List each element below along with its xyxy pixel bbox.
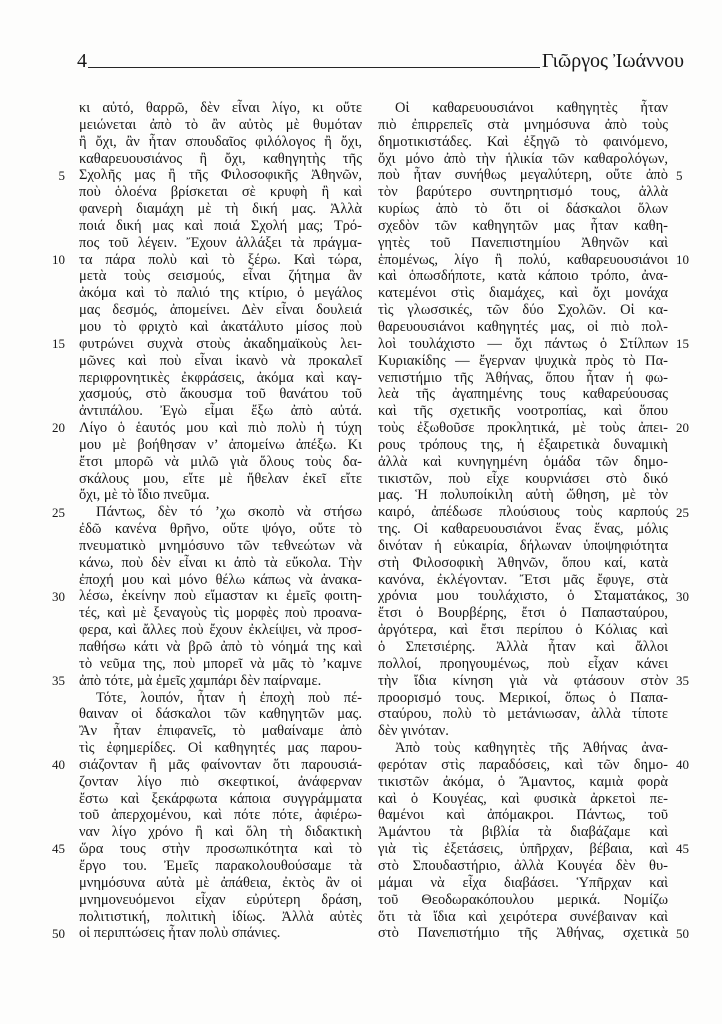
text-line: σιάζονταν ἢ μᾶς φαίνονταν ὅτι παρουσιά- xyxy=(79,756,362,773)
text-line: ἐποχή μου καὶ μόνο θέλω κάπως νὰ ἀνακα- xyxy=(79,571,362,588)
text-line: τὸν βαρύτερο συντηρητισμό τους, ἀλλὰ xyxy=(378,184,668,201)
paragraph xyxy=(378,100,668,740)
text-line: τικιστῶν ἀκόμα, ὁ Ἄμαντος, καμιὰ φορὰ xyxy=(378,773,668,790)
paragraph xyxy=(79,504,362,689)
text-line: πιὸ ἐπιρρεπεῖς στὰ μνημόσυνα ἀπὸ τοὺς xyxy=(378,116,668,133)
text-line: πολλοί, προηγουμένως, ποὺ εἶχαν κάνει xyxy=(378,655,668,672)
line-number: 40 xyxy=(676,757,689,773)
text-line: ὥρα τους στὴν προσωπικότητα καὶ τὸ xyxy=(79,841,362,858)
text-line: φανερὴ διαμάχη μὲ τὴ δική μας. Ἀλλὰ xyxy=(79,201,362,218)
text-line: Λίγο ὁ ἑαυτός μου καὶ πιὸ πολὺ ἡ τύχη xyxy=(79,420,362,437)
text-line: Πάντως, δὲν τό ’χω σκοπὸ νὰ στήσω xyxy=(96,504,362,521)
text-line: μνημονευόμενοι εἶχαν εὐρύτερη δράση, xyxy=(79,891,362,908)
text-line: ἀκόμα καὶ τὸ παλιό της κτίριο, ὁ μεγάλος xyxy=(79,285,362,302)
text-line: Οἱ καθαρευουσιάνοι καθηγητὲς ἦταν xyxy=(395,100,668,116)
line-number: 45 xyxy=(52,841,65,857)
text-line: ἑπομένως, λίγο ἢ πολύ, καθαρευουσιάνοι xyxy=(378,251,668,268)
text-line: Ἀμάντου τὰ βιβλία τὰ διαβάζαμε καὶ xyxy=(378,824,668,841)
text-line: δημοτικιστάδες. Καὶ ἐξηγῶ τὸ φαινόμενο, xyxy=(378,133,668,150)
line-number: 25 xyxy=(52,504,65,520)
text-line: ἀπὸ τότε, μὰ ἐμεῖς χαμπάρι δὲν παίρναμε. xyxy=(79,672,322,689)
text-line: λέσω, ἐκείνην ποὺ εἴμασταν κι ἐμεῖς φοιτη- xyxy=(79,588,362,605)
text-line: ζονταν λίγο πιὸ σκεφτικοί, ἀνάφερναν xyxy=(79,773,362,790)
line-number: 50 xyxy=(676,925,689,941)
line-number: 30 xyxy=(676,588,689,604)
text-line: ποὺ ἦταν συνήθως μεγαλύτερη, οὔτε ἀπὸ xyxy=(378,167,668,184)
text-line: κανόνα, ἐκλέγονταν. Ἔτσι μᾶς ἔφυγε, στὰ xyxy=(378,571,668,588)
line-number: 10 xyxy=(52,252,65,268)
text-line: ἔτσι μπορῶ νὰ μιλῶ γιὰ ὅλους τοὺς δα- xyxy=(79,453,362,470)
text-line: τοὺς ἐξωθοῦσε προκλητικά, μὲ τοὺς ἀπει- xyxy=(378,420,668,437)
text-line: τὴν ἴδια κίνηση γιὰ νὰ φτάσουν στὸν xyxy=(378,672,668,689)
right-column xyxy=(378,100,668,942)
text-line: Ἂν ἦταν ἐπιφανεῖς, τὸ μαθαίναμε ἀπὸ xyxy=(79,723,362,740)
text-line: σταύρου, πολὺ τὸ μετάνιωσαν, ἀλλὰ τίποτε xyxy=(378,706,668,723)
text-line: θαιναν οἱ δάσκαλοι τῶν καθηγητῶν μας. xyxy=(79,706,362,723)
page-number: 4 xyxy=(77,50,87,72)
text-line: ναν λίγο χρόνο ἢ καὶ ὅλη τὴ διδακτικὴ xyxy=(79,824,362,841)
line-number: 10 xyxy=(676,252,689,268)
text-line: μου μὲ βοήθησαν ν’ ἀπομείνω ἀπέξω. Κι xyxy=(79,436,362,453)
text-line: στὸ Πανεπιστήμιο τῆς Ἀθήνας, σχετικὰ xyxy=(378,925,668,942)
text-line: Σχολῆς μας ἢ τῆς Φιλοσοφικῆς Ἀθηνῶν, xyxy=(79,167,362,184)
text-line: προορισμό τους. Μερικοί, ὅπως ὁ Παπα- xyxy=(378,689,668,706)
line-number: 30 xyxy=(52,588,65,604)
text-line: παθήσω κάτι νὰ βρῶ ἀπὸ τὸ νόημά της καὶ xyxy=(79,639,362,655)
text-line: καὶ ὁπωσδήποτε, κατὰ κάποιο τρόπο, ἀνα- xyxy=(378,268,668,285)
line-number: 25 xyxy=(676,504,689,520)
text-line: ὁ Σπετσιέρης. Ἀλλὰ ἦταν καὶ ἄλλοι xyxy=(378,639,668,655)
line-number: 15 xyxy=(52,336,65,352)
text-line: καθαρευουσιάνος ἢ ὄχι, καθηγητὴς τῆς xyxy=(79,150,362,167)
text-line: μετὰ τοὺς σεισμούς, εἶναι ζήτημα ἂν xyxy=(79,268,362,285)
text-line: κάνω, ποὺ δὲν εἶναι κι ἀπὸ τὰ εὔκολα. Τὴν xyxy=(79,554,362,571)
text-line: μάμαι νὰ εἶχα διαβάσει. Ὑπῆρχαν καὶ xyxy=(378,874,668,891)
text-line: γιὰ τὶς ἐξετάσεις, ὑπῆρχαν, βέβαια, καὶ xyxy=(378,841,668,858)
text-line: μας δεσμός, ἀπομείνει. Δὲν εἶναι δουλειά xyxy=(79,302,362,319)
text-line: στὸ Σπουδαστήριο, ἀλλὰ Κουγέα δὲν θυ- xyxy=(378,857,668,874)
text-line: τικιστῶν, ποὺ εἶχε κουρνιάσει στὸ δικό xyxy=(378,470,668,487)
text-line: ποιά δική μας καὶ ποιά Σχολή μας; Τρό- xyxy=(79,217,362,234)
text-line: ὄχι, μὲ τὸ ἴδιο πνεῦμα. xyxy=(79,487,210,504)
text-line: φερόταν στὶς παραδόσεις, καὶ τῶν δημο- xyxy=(378,756,668,773)
text-line: ὄχι μόνο ἀπὸ τὴν ἡλικία τῶν καθαρολόγων, xyxy=(378,150,668,167)
text-line: ἀντιπάλου. Ἐγὼ εἶμαι ἔξω ἀπὸ αὐτά. xyxy=(79,403,362,420)
left-column xyxy=(79,100,362,942)
text-line: φυτρώνει συχνὰ στοὺς ἀκαδημαϊκοὺς λει- xyxy=(79,335,362,352)
text-line: οἱ περιπτώσεις ἦταν πολὺ σπάνιες. xyxy=(79,925,281,942)
text-line: τὶς γλωσσικές, τῶν δύο Σχολῶν. Οἱ κα- xyxy=(378,302,668,319)
text-line: καὶ ὁ Κουγέας, καὶ φυσικὰ ἀρκετοὶ πε- xyxy=(378,790,668,807)
text-line: τοῦ ἀπερχομένου, καὶ πότε πότε, ἀφιέρω- xyxy=(79,807,362,824)
text-line: ἀργότερα, καὶ ἔτσι περίπου ὁ Κόλιας καὶ xyxy=(378,622,668,639)
text-line: θαμένοι καὶ ἀπόμακροι. Πάντως, τοῦ xyxy=(378,807,668,824)
text-line: λοὶ τουλάχιστο — ὄχι πάντως ὁ Στίλπων xyxy=(378,335,668,352)
text-line: πνευματικὸ μνημόσυνο τῶν τεθνεώτων νὰ xyxy=(79,537,362,554)
text-line: μας. Ἡ πολυποίκιλη αὐτὴ ὤθηση, μὲ τὸν xyxy=(378,487,668,504)
line-number: 5 xyxy=(676,167,683,183)
text-line: Κυριακίδης — ἔγερναν ψυχικὰ πρὸς τὸ Πα- xyxy=(378,352,668,369)
text-line: ὅτι τὰ ἴδια καὶ χειρότερα συνέβαιναν καὶ xyxy=(378,908,668,925)
text-line: χρόνια μου τουλάχιστο, ὁ Σταματάκος, xyxy=(378,588,668,605)
text-line: τα πάρα πολὺ καὶ τὸ ξέρω. Καὶ τώρα, xyxy=(79,251,362,268)
text-line: κυρίως ἀπὸ τὸ ὅτι οἱ δάσκαλοι ὅλων xyxy=(378,201,668,218)
text-line: τὸ νεῦμα της, ποὺ μπορεῖ νὰ μᾶς τὸ ’καμνε xyxy=(79,655,362,672)
text-line: καὶ τῆς σχετικῆς νοοτροπίας, καὶ ὅπου xyxy=(378,403,668,420)
text-line: ποὺ ὁλοένα βρίσκεται σὲ κρυφὴ ἢ καὶ xyxy=(79,184,362,201)
text-line: ἐδῶ κανένα θρῆνο, οὔτε ψόγο, οὔτε τὸ xyxy=(79,521,362,538)
text-line: ἔστω καὶ ξεκάρφωτα κάποια συγγράμματα xyxy=(79,790,362,807)
running-head xyxy=(77,51,684,71)
text-line: κι αὐτό, θαρρῶ, δὲν εἶναι λίγο, κι οὔτε xyxy=(79,100,362,116)
text-line: ἢ ὄχι, ἂν ἦταν σπουδαῖος φιλόλογος ἢ ὄχι, xyxy=(79,133,362,150)
text-line: κατεμένοι στὶς διαμάχες, καὶ ὄχι μονάχα xyxy=(378,285,668,302)
running-title: Γιῶργος Ἰωάννου xyxy=(541,50,684,72)
line-number: 35 xyxy=(52,673,65,689)
text-line: σχεδὸν τῶν καθηγητῶν μας ἦταν καθη- xyxy=(378,217,668,234)
text-line: δὲν γινόταν. xyxy=(378,723,449,740)
text-line: τὶς ἐφημερίδες. Οἱ καθηγητές μας παρου- xyxy=(79,740,362,757)
text-line: καιρό, ἀπέδωσε πλούσιους τοὺς καρπούς xyxy=(378,504,668,521)
text-line: ἔργο του. Ἐμεῖς παρακολουθούσαμε τὰ xyxy=(79,857,362,874)
text-line: νεπιστήμιο τῆς Ἀθήνας, ὅπου ἦταν ἡ φω- xyxy=(378,369,668,386)
line-number: 5 xyxy=(58,167,65,183)
text-line: Τότε, λοιπόν, ἦταν ἡ ἐποχὴ ποὺ πέ- xyxy=(96,689,362,706)
text-line: στὴ Φιλοσοφικὴ Ἀθηνῶν, ὅπου καί, κατὰ xyxy=(378,554,668,571)
text-line: Ἀπὸ τοὺς καθηγητὲς τῆς Ἀθήνας ἀνα- xyxy=(395,740,668,757)
text-line: τές, καὶ μὲ ξεναγοὺς τὶς μορφὲς ποὺ προανα- xyxy=(79,605,362,622)
text-line: μνημόσυνα αὐτὰ μὲ ἀπάθεια, ἐκτὸς ἂν οἱ xyxy=(79,874,362,891)
paragraph xyxy=(79,690,362,943)
line-number: 15 xyxy=(676,336,689,352)
text-line: της. Οἱ καθαρευουσιάνοι ἕνας ἕνας, μόλις xyxy=(378,521,668,538)
paragraph xyxy=(79,100,362,504)
line-number: 20 xyxy=(52,420,65,436)
text-line: λεὰ τῆς ἀγαπημένης τους καθαρεύουσας xyxy=(378,386,668,403)
line-number: 40 xyxy=(52,757,65,773)
text-line: χασμούς, στὸ ἄκουσμα τοῦ θανάτου τοῦ xyxy=(79,386,362,403)
text-line: πος τοῦ λέγειν. Ἔχουν ἀλλάξει τὰ πράγμα- xyxy=(79,234,362,251)
text-line: μῶνες καὶ ποὺ εἶναι ἱκανὸ νὰ προκαλεῖ xyxy=(79,352,362,369)
paragraph xyxy=(378,740,668,942)
text-line: τοῦ Θεοδωρακόπουλου μερικά. Νομίζω xyxy=(378,891,668,908)
line-number: 45 xyxy=(676,841,689,857)
line-number: 20 xyxy=(676,420,689,436)
text-line: γητὲς τοῦ Πανεπιστημίου Ἀθηνῶν καὶ xyxy=(378,234,668,251)
text-line: μειώνεται ἀπὸ τὸ ἂν αὐτὸς μὲ θυμόταν xyxy=(79,116,362,133)
text-line: δινόταν ἡ εὐκαιρία, δήλωναν ὑποψηφιότητα xyxy=(378,537,668,554)
text-line: μου τὸ φριχτὸ καὶ ἀκατάλυτο μίσος ποὺ xyxy=(79,318,362,335)
line-number: 35 xyxy=(676,673,689,689)
text-line: περιφρονητικὲς ἐκφράσεις, ἀκόμα καὶ καγ- xyxy=(79,369,362,386)
text-line: πολιτιστική, πολιτικὴ ἰδίως. Ἀλλὰ αὐτὲς xyxy=(79,908,362,925)
text-line: ρους τρόπους της, ἡ ἐξαιρετικὰ δυναμικὴ xyxy=(378,436,668,453)
text-line: σκάλους μου, εἴτε μὲ ἤθελαν ἐκεῖ εἴτε xyxy=(79,470,362,487)
text-line: θαρευουσιάνοι καθηγητές μας, οἱ πιὸ πολ- xyxy=(378,318,668,335)
text-line: ἀλλὰ καὶ κυνηγημένη ὁμάδα τῶν δημο- xyxy=(378,453,668,470)
header-rule xyxy=(88,67,540,68)
text-line: ἔτσι ὁ Βουρβέρης, ἔτσι ὁ Παπασταύρου, xyxy=(378,605,668,622)
text-line: φερα, καὶ ἄλλες ποὺ ἔχουν ἐκλείψει, νὰ προσ- xyxy=(79,622,362,639)
line-number: 50 xyxy=(52,925,65,941)
